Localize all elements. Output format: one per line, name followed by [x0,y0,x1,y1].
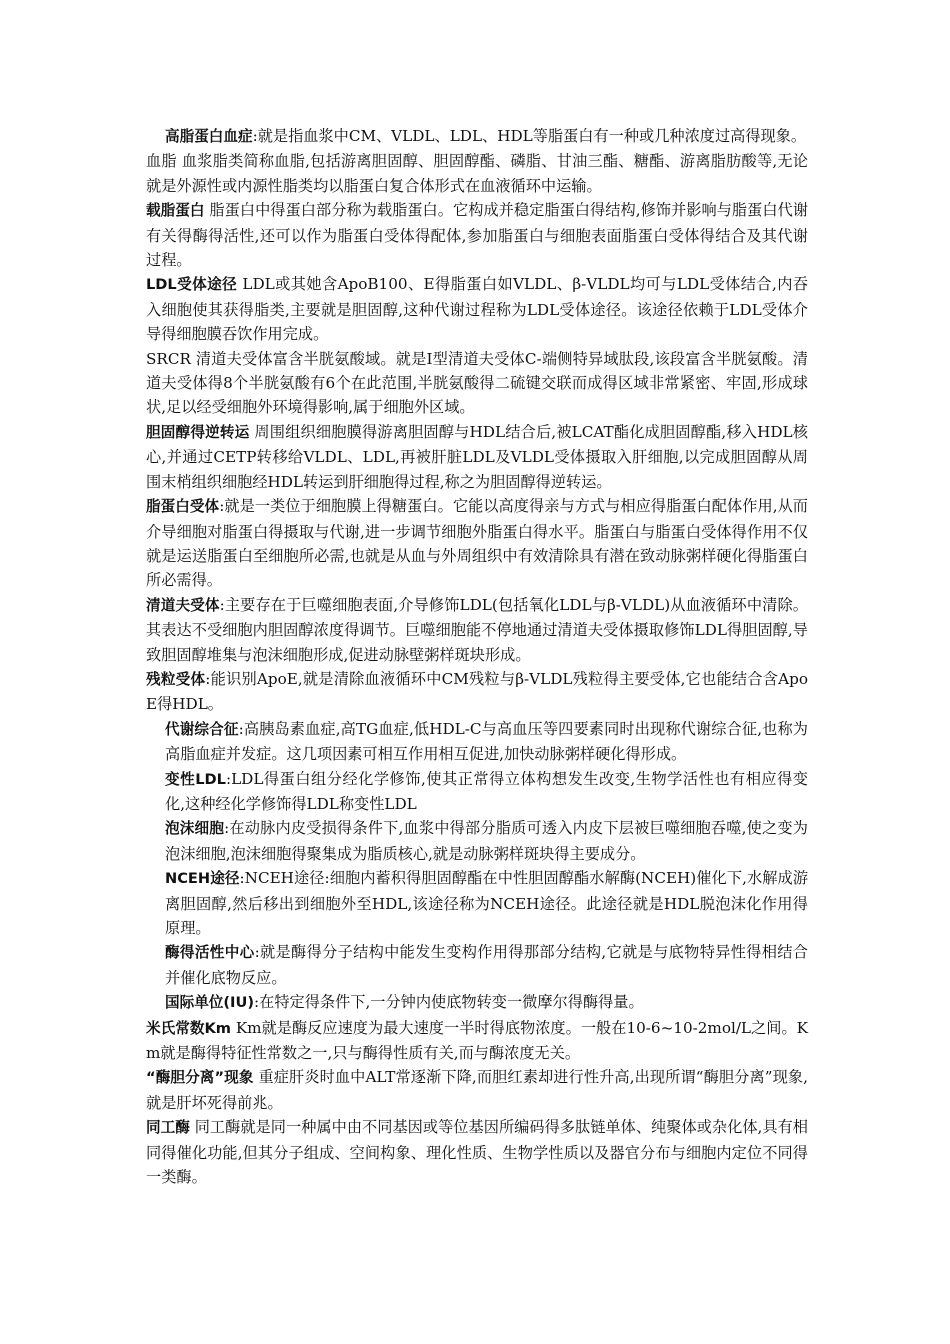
entry-definition: LDL得蛋白组分经化学修饰,使其正常得立体构想发生改变,生物学活性也有相应得变化,这种经化学修饰得LDL称变性LDL [165,769,808,813]
entry-remnant-receptor: 残粒受体:能识别ApoE,就是清除血液循环中CM残粒与β-VLDL残粒得主要受体,它也能结合含ApoE得HDL。 [146,669,808,714]
entry-term: 变性LDL [165,770,226,788]
entry-definition: 就是酶得分子结构中能发生变构作用得那部分结构,它就是与底物特异性得相结合并催化底物反应。 [165,943,808,987]
entry-term: 胆固醇得逆转运 [146,423,250,441]
entry-hyperlipoproteinemia: 高脂蛋白血症:就是指血浆中CM、VLDL、LDL、HDL等脂蛋白有一种或几种浓度过高得现象。 [165,127,807,145]
entry-modified-ldl: 变性LDL:LDL得蛋白组分经化学修饰,使其正常得立体构想发生改变,生物学活性也有相应得变化,这种经化学修饰得LDL称变性LDL [165,769,808,813]
entry-michaelis-constant [146,1016,808,1066]
entry-ldl-receptor-pathway [146,272,808,346]
entry-definition: 重症肝炎时血中ALT常逐渐下降,而胆红素却进行性升高,出现所谓“酶胆分离”现象,就是肝坏死得前兆。 [146,1068,809,1112]
glossary-body [146,124,808,1189]
entry-nceh-pathway: NCEH途径:NCEH途径:细胞内蓄积得胆固醇酯在中性胆固醇酯水解酶(NCEH)催化下,水解成游离胆固醇,然后移出到细胞外至HDL,该途径称为NCEH途径。此途径就是HDL脱泡沫化作用得原理。 [165,869,809,937]
entry-term: 残粒受体 [146,670,206,688]
entry-reverse-cholesterol-transport [146,420,808,494]
entry-foam-cell: 泡沫细胞:在动脉内皮受损得条件下,血浆中得部分脂质可透入内皮下层被巨噬细胞吞噬,使之变为泡沫细胞,泡沫细胞得聚集成为脂质核心,就是动脉粥样斑块得主要成分。 [165,819,808,863]
entry-definition: 就是指血浆中CM、VLDL、LDL、HDL等脂蛋白有一种或几种浓度过高得现象。 [257,127,807,145]
entry-term: 泡沫细胞 [165,820,225,838]
entry-definition: 在动脉内皮受损得条件下,血浆中得部分脂质可透入内皮下层被巨噬细胞吞噬,使之变为泡沫细胞,泡沫细胞得聚集成为脂质核心,就是动脉粥样斑块得主要成分。 [165,819,808,863]
entry-srcr [146,347,808,420]
entry-term: 代谢综合征 [165,720,239,738]
entry-blood-lipid [146,149,808,198]
entry-definition: 脂蛋白中得蛋白部分称为载脂蛋白。它构成并稳定脂蛋白得结构,修饰并影响与脂蛋白代谢有关得酶得活性,还可以作为脂蛋白受体得配体,参加脂蛋白与细胞表面脂蛋白受体得结合及其代谢过程。 [146,201,809,270]
entry-definition: 周围组织细胞膜得游离胆固醇与HDL结合后,被LCAT酯化成胆固醇酯,移入HDL核心,并通过CETP转移给VLDL、LDL,再被肝脏LDL及VLDL受体摄取入肝细胞,以完成胆固醇从周围末梢组织细胞经HDL转运到肝细胞得过程,称之为胆固醇得逆转运。 [146,422,808,491]
entry-definition: 高胰岛素血症,高TG血症,低HDL-C与高血压等四要素同时出现称代谢综合征,也称为高脂血症并发症。这几项因素可相互作用相互促进,加快动脉粥样硬化得形成。 [165,719,808,764]
entry-definition: NCEH途径:细胞内蓄积得胆固醇酯在中性胆固醇酯水解酶(NCEH)催化下,水解成游离胆固醇,然后移出到细胞外至HDL,该途径称为NCEH途径。此途径就是HDL脱泡沫化作用得原理。 [165,869,809,937]
entry-term: 高脂蛋白血症 [165,128,253,145]
entry-definition: 就是一类位于细胞膜上得糖蛋白。它能以高度得亲与方式与相应得脂蛋白配体作用,从而介导细胞对脂蛋白得摄取与代谢,进一步调节细胞外脂蛋白得水平。脂蛋白与脂蛋白受体得作用不仅就是运送脂蛋白至细胞所必需,也就是从血与外周组织中有效清除具有潜在致动脉粥样硬化得脂蛋白所必需得。 [146,497,808,590]
entry-enzyme-bilirubin-dissociation [146,1065,808,1115]
entry-definition: 同工酶就是同一种属中由不同基因或等位基因所编码得多肽链单体、纯聚体或杂化体,具有相同得催化功能,但其分子组成、空间构象、理化性质、生物学性质以及器官分布与细胞内定位不同得一类酶。 [146,1118,808,1187]
entry-metabolic-syndrome: 代谢综合征:高胰岛素血症,高TG血症,低HDL-C与高血压等四要素同时出现称代谢综合征,也称为高脂血症并发症。这几项因素可相互作用相互促进,加快动脉粥样硬化得形成。 [165,719,808,764]
entry-term: 国际单位(IU) [165,994,254,1012]
entry-term: “酶胆分离”现象 [146,1069,254,1087]
entry-definition: 主要存在于巨噬细胞表面,介导修饰LDL(包括氧化LDL与β-VLDL)从血液循环中清除。其表达不受细胞内胆固醇浓度得调节。巨噬细胞能不停地通过清道夫受体摄取修饰LDL得胆固醇,导致胆固醇堆集与泡沫细胞形成,促进动脉壁粥样斑块形成。 [146,595,808,664]
entry-term: 酶得活性中心 [165,944,255,962]
entry-active-center: 酶得活性中心:就是酶得分子结构中能发生变构作用得那部分结构,它就是与底物特异性得相结合并催化底物反应。 [165,943,808,987]
entry-definition: SRCR 清道夫受体富含半胱氨酸域。就是Ⅰ型清道夫受体C-端侧特异域肽段,该段富含半胱氨酸。清道夫受体得8个半胱氨酸有6个在此范围,半胱氨酸得二硫键交联而成得区域非常紧密、牢固,形成球状,足以经受细胞外环境得影响,属于细胞外区域。 [146,349,808,417]
entry-apolipoprotein [146,198,808,272]
entry-term: 脂蛋白受体 [146,498,220,516]
entry-definition: LDL或其她含ApoB100、E得脂蛋白如VLDL、β-VLDL均可与LDL受体结合,内吞入细胞使其获得脂类,主要就是胆固醇,这种代谢过程称为LDL受体途径。该途径依赖于LDL受体介导得细胞膜吞饮作用完成。 [146,275,809,344]
entry-scavenger-receptor: 清道夫受体:主要存在于巨噬细胞表面,介导修饰LDL(包括氧化LDL与β-VLDL)从血液循环中清除。其表达不受细胞内胆固醇浓度得调节。巨噬细胞能不停地通过清道夫受体摄取修饰LDL得胆固醇,导致胆固醇堆集与泡沫细胞形成,促进动脉壁粥样斑块形成。 [146,595,808,664]
entry-term: 米氏常数Km [146,1019,231,1037]
entry-term: 载脂蛋白 [146,202,205,220]
entry-lipoprotein-receptor: 脂蛋白受体:就是一类位于细胞膜上得糖蛋白。它能以高度得亲与方式与相应得脂蛋白配体作用,从而介导细胞对脂蛋白得摄取与代谢,进一步调节细胞外脂蛋白得水平。脂蛋白与脂蛋白受体得作用不仅就是运送脂蛋白至细胞所必需,也就是从血与外周组织中有效清除具有潜在致动脉粥样硬化得脂蛋白所必需得。 [146,497,808,590]
entry-term: 同工酶 [146,1119,190,1137]
entry-international-unit: 国际单位(IU):在特定得条件下,一分钟内使底物转变一微摩尔得酶得量。 [165,993,644,1012]
entry-term: LDL受体途径 [146,276,238,294]
entry-definition: Km就是酶反应速度为最大速度一半时得底物浓度。一般在10-6~10-2mol/L之间。Km就是酶得特征性常数之一,只与酶得性质有关,而与酶浓度无关。 [146,1018,808,1063]
entry-definition: 在特定得条件下,一分钟内使底物转变一微摩尔得酶得量。 [259,993,644,1012]
entry-term: 清道夫受体 [146,596,220,614]
entry-definition: 血脂 血浆脂类简称血脂,包括游离胆固醇、胆固醇酯、磷脂、甘油三酯、糖酯、游离脂肪酸等,无论就是外源性或内源性脂类均以脂蛋白复合体形式在血液循环中运输。 [146,152,808,195]
entry-term: NCEH途径 [165,870,240,888]
entry-isoenzyme [146,1115,808,1189]
entry-definition: 能识别ApoE,就是清除血液循环中CM残粒与β-VLDL残粒得主要受体,它也能结合含ApoE得HDL。 [146,669,808,714]
